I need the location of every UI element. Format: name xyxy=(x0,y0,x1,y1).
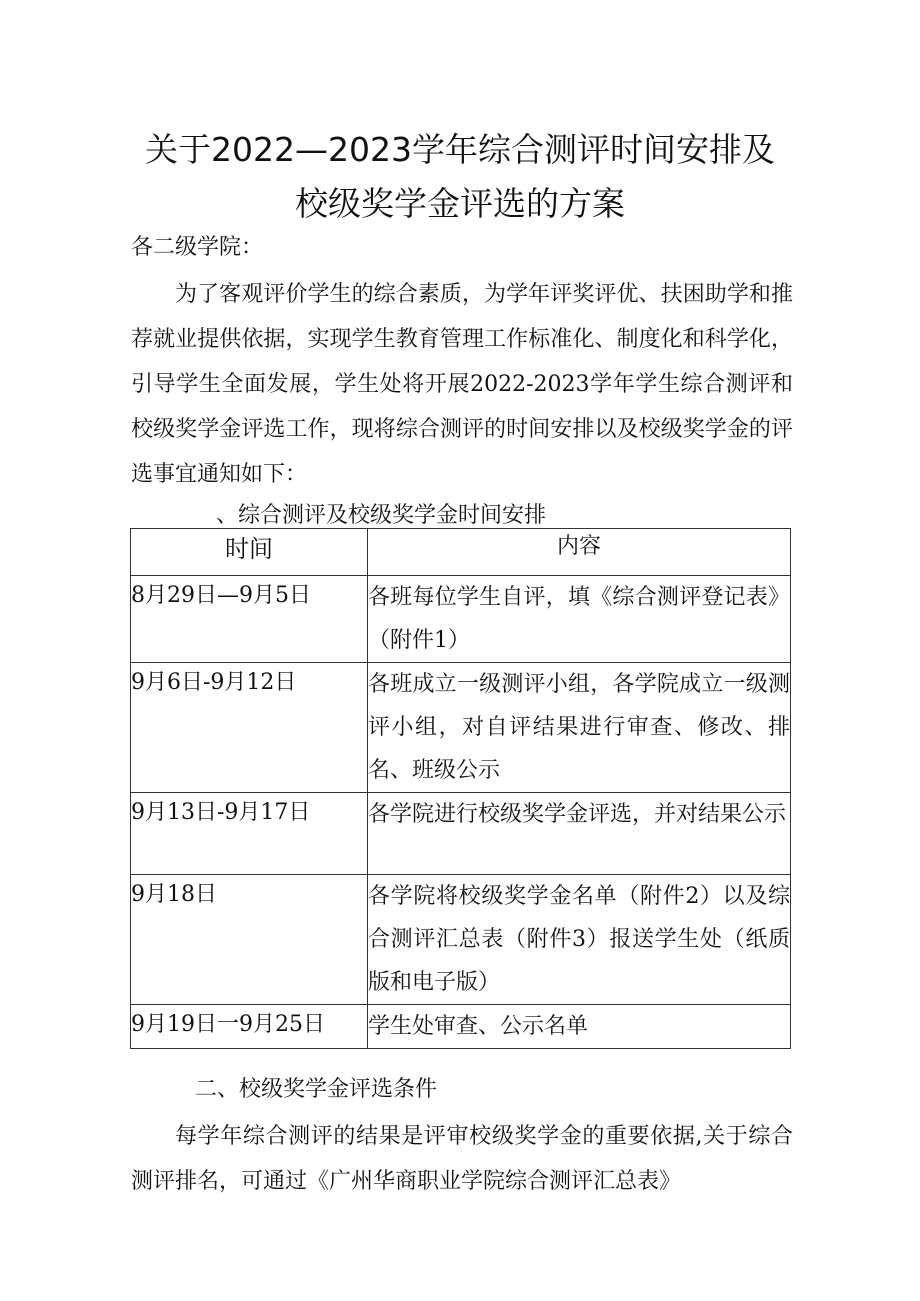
row-content: 各班每位学生自评，填《综合测评登记表》（附件1） xyxy=(368,576,791,663)
table-row xyxy=(131,793,791,875)
row-content: 学生处审查、公示名单 xyxy=(368,1005,791,1049)
header-content: 内容 xyxy=(368,529,791,576)
row-time: 9月13日-9月17日 xyxy=(131,793,368,875)
section-heading-schedule: 、综合测评及校级奖学金时间安排 xyxy=(216,503,547,528)
table-row xyxy=(131,875,791,1005)
table-row xyxy=(131,1005,791,1049)
header-time: 时间 xyxy=(131,529,368,576)
section-heading-criteria: 二、校级奖学金评选条件 xyxy=(195,1077,438,1102)
document-title-line1: 关于2022—2023学年综合测评时间安排及 xyxy=(145,130,775,169)
row-content: 各班成立一级测评小组，各学院成立一级测评小组，对自评结果进行审查、修改、排名、班级公示 xyxy=(368,663,791,793)
row-time: 9月19日一9月25日 xyxy=(131,1005,368,1049)
row-time: 9月6日-9月12日 xyxy=(131,663,368,793)
row-time: 8月29日—9月5日 xyxy=(131,576,368,663)
table-header-row xyxy=(131,529,791,576)
intro-paragraph: 为了客观评价学生的综合素质，为学年评奖评优、扶困助学和推荐就业提供依据，实现学生教育管理工作标准化、制度化和科学化，引导学生全面发展，学生处将开展2022-2023学年学生综合测评和校级奖学金评选工作，现将综合测评的时间安排以及校级奖学金的评选事宜通知如下： xyxy=(131,282,793,487)
row-content: 各学院进行校级奖学金评选，并对结果公示 xyxy=(368,793,791,875)
table-row xyxy=(131,576,791,663)
document-title-line2: 校级奖学金评选的方案 xyxy=(295,184,625,223)
table-row xyxy=(131,663,791,793)
row-time: 9月18日 xyxy=(131,875,368,1005)
criteria-paragraph: 每学年综合测评的结果是评审校级奖学金的重要依据,关于综合测评排名，可通过《广州华商职业学院综合测评汇总表》 xyxy=(131,1124,793,1194)
salutation: 各二级学院： xyxy=(131,235,264,260)
schedule-table xyxy=(130,528,791,1049)
row-content: 各学院将校级奖学金名单（附件2）以及综合测评汇总表（附件3）报送学生处（纸质版和电子版） xyxy=(368,875,791,1005)
